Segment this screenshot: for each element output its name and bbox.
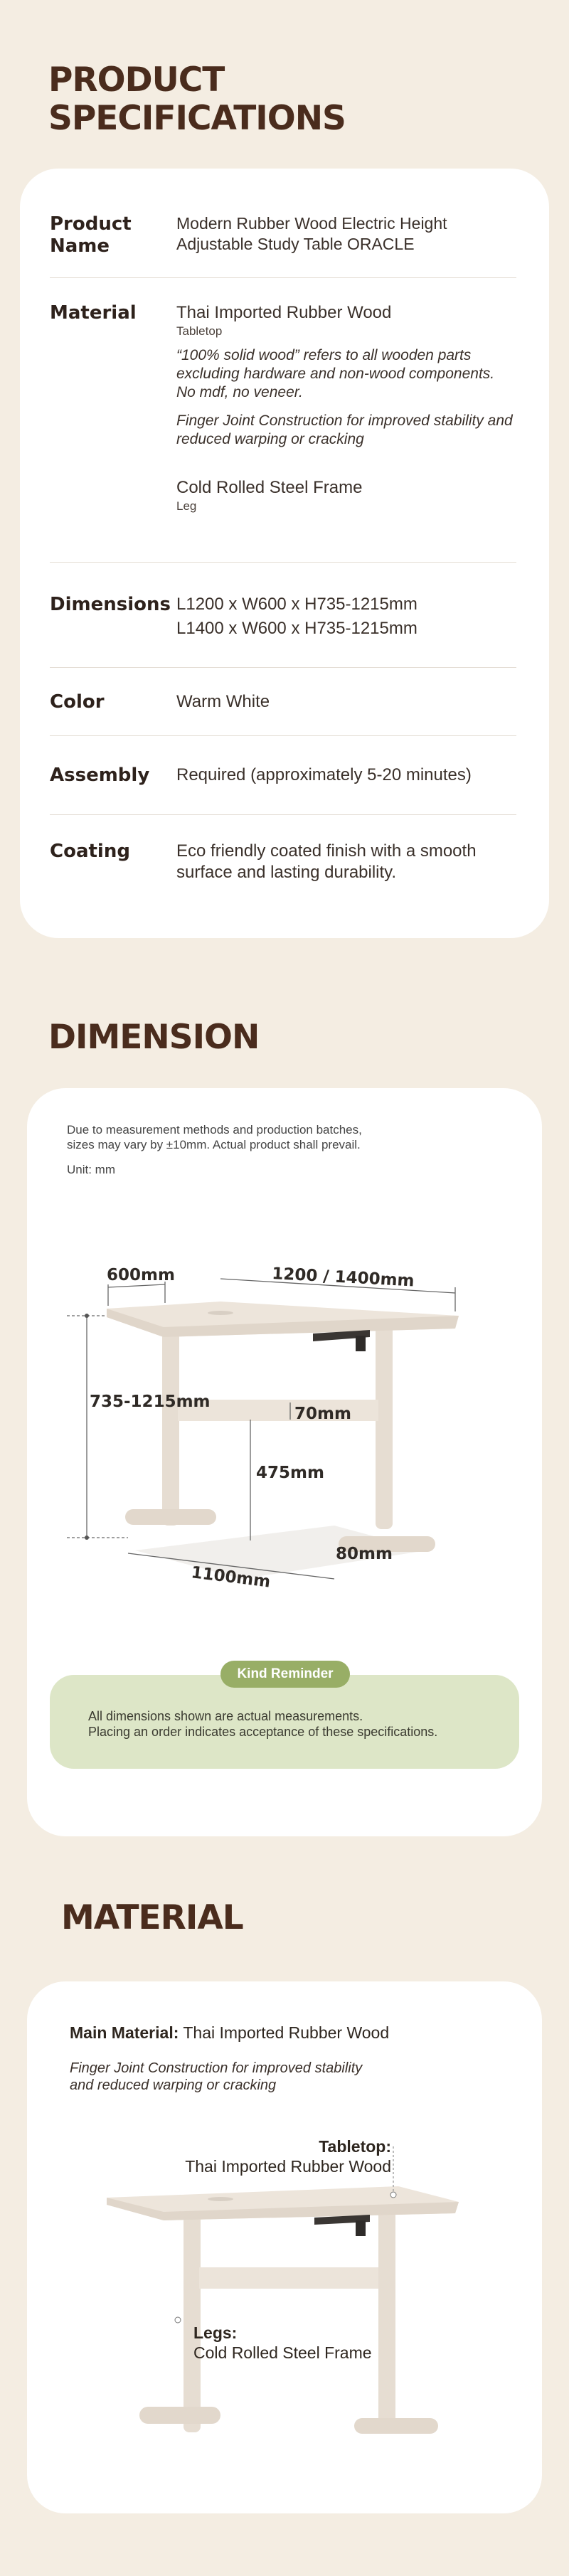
finger-line2: and reduced warping or cracking xyxy=(70,2077,277,2093)
tabletop-callout-value: Thai Imported Rubber Wood xyxy=(185,2157,391,2176)
specs-title xyxy=(48,61,346,138)
desk-dimension-diagram xyxy=(0,1238,569,1607)
main-material xyxy=(70,2023,389,2043)
spec-value-color: Warm White xyxy=(176,692,270,711)
dim-label-foot: 80mm xyxy=(336,1545,393,1563)
material-tabletop-sub: Tabletop xyxy=(176,324,223,338)
legs-callout-label: Legs: xyxy=(193,2324,238,2342)
spec-label-assembly: Assembly xyxy=(50,765,150,786)
spec-label-dimensions: Dimensions xyxy=(50,594,171,615)
material-solid-note: “100% solid wood” refers to all wooden parts excluding hardware and non-wood components. No mdf, no veneer. xyxy=(176,347,495,400)
spec-value-material xyxy=(176,302,518,514)
material-finger-note-2 xyxy=(70,2060,362,2094)
spec-divider xyxy=(50,667,516,668)
spec-label-name: Product Name xyxy=(50,213,132,257)
tabletop-callout-label: Tabletop: xyxy=(319,2137,391,2156)
specs-title-line1: PRODUCT xyxy=(48,60,225,100)
dimension-unit: Unit: mm xyxy=(67,1163,115,1176)
material-tabletop-value: Thai Imported Rubber Wood xyxy=(176,303,392,322)
material-title: MATERIAL xyxy=(61,1898,243,1937)
dim-label-height: 735-1215mm xyxy=(90,1393,211,1411)
spec-divider xyxy=(50,735,516,736)
dimension-note-line1: Due to measurement methods and production batches, xyxy=(67,1123,362,1137)
finger-line1: Finger Joint Construction for improved stability xyxy=(70,2060,363,2076)
spec-divider xyxy=(50,562,516,563)
spec-value-coating: Eco friendly coated finish with a smooth surface and lasting durability. xyxy=(176,841,477,882)
spec-label-color: Color xyxy=(50,691,105,713)
spec-label-coating: Coating xyxy=(50,841,130,862)
spec-value-dimensions xyxy=(176,594,518,639)
spec-divider xyxy=(50,277,516,278)
material-leg-sub: Leg xyxy=(176,499,197,513)
dimensions-value-2: L1400 x W600 x H735-1215mm xyxy=(176,619,418,638)
spec-value-assembly: Required (approximately 5-20 minutes) xyxy=(176,765,472,784)
dimension-note xyxy=(67,1122,362,1177)
tabletop-callout xyxy=(178,2136,391,2176)
reminder-line1: All dimensions shown are actual measurements. xyxy=(88,1709,363,1723)
dim-label-length: 1200 / 1400mm xyxy=(271,1265,415,1291)
dimension-title: DIMENSION xyxy=(48,1018,260,1057)
kind-reminder-text xyxy=(88,1708,437,1740)
specs-card xyxy=(20,169,549,938)
material-finger-note: Finger Joint Construction for improved stability and reduced warping or cracking xyxy=(176,413,513,447)
dim-label-base: 1100mm xyxy=(190,1563,272,1592)
dimension-note-line2: sizes may vary by ±10mm. Actual product shall prevail. xyxy=(67,1138,361,1151)
spec-value-name: Modern Rubber Wood Electric Height Adjustable Study Table ORACLE xyxy=(176,214,447,253)
legs-callout-value: Cold Rolled Steel Frame xyxy=(193,2343,372,2362)
desk-material-diagram xyxy=(0,2134,569,2447)
main-material-value: Thai Imported Rubber Wood xyxy=(183,2023,390,2042)
dim-label-beam: 70mm xyxy=(294,1405,351,1423)
material-leg-value: Cold Rolled Steel Frame xyxy=(176,478,363,497)
main-material-label: Main Material: xyxy=(70,2023,179,2042)
kind-reminder-badge: Kind Reminder xyxy=(220,1661,350,1688)
dim-label-beam-height: 475mm xyxy=(256,1464,324,1482)
spec-label-material: Material xyxy=(50,302,137,324)
legs-callout xyxy=(193,2323,372,2363)
dimensions-value-1: L1200 x W600 x H735-1215mm xyxy=(176,595,418,614)
specs-title-line2: SPECIFICATIONS xyxy=(48,99,346,138)
dim-label-depth: 600mm xyxy=(107,1266,175,1284)
reminder-line2: Placing an order indicates acceptance of these specifications. xyxy=(88,1725,438,1739)
spec-divider xyxy=(50,814,516,815)
